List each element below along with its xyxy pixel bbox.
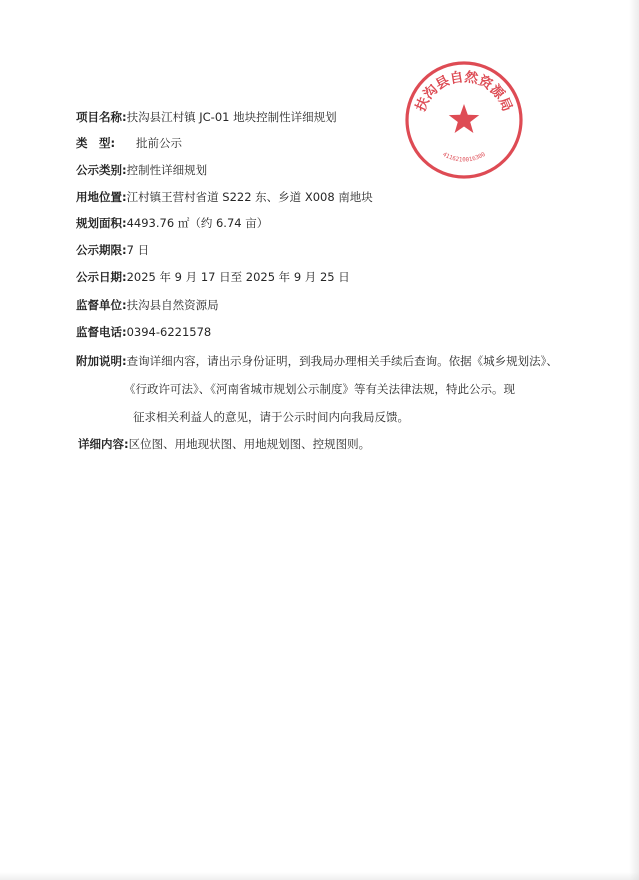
notice-category-value: 控制性详细规划 <box>126 163 208 177</box>
seal-star-icon <box>449 104 479 133</box>
supervising-unit-label: 监督单位: <box>76 298 127 312</box>
supervising-unit-row <box>76 295 596 315</box>
scan-edge-right <box>629 0 639 880</box>
detailed-content-row <box>78 434 598 454</box>
project-name-label: 项目名称: <box>76 110 127 124</box>
seal-code-text: 4116210016300 <box>441 151 487 164</box>
official-seal-stamp <box>402 58 526 182</box>
seal-name-text: 扶沟县自然资源局 <box>412 69 516 114</box>
additional-notes-line1: 查询详细内容，请出示身份证明，到我局办理相关手续后查询。依据《城乡规划法》、 <box>126 354 558 368</box>
additional-notes-label: 附加说明: <box>76 354 127 368</box>
supervising-phone-row <box>76 322 596 342</box>
notice-period-row <box>76 240 596 260</box>
land-location-label: 用地位置: <box>76 190 127 204</box>
detailed-content-label: 详细内容: <box>78 437 129 451</box>
notice-period-label: 公示期限: <box>76 243 127 257</box>
type-value: 批前公示 <box>136 136 182 150</box>
type-label: 类 型: <box>76 136 116 150</box>
notice-period-value: 7 日 <box>126 243 150 257</box>
supervising-phone-value: 0394-6221578 <box>126 325 212 339</box>
notice-dates-row <box>76 267 596 287</box>
planned-area-label: 规划面积: <box>76 216 127 230</box>
project-name-value: 扶沟县江村镇 JC-01 地块控制性详细规划 <box>126 110 337 124</box>
notice-dates-label: 公示日期: <box>76 270 127 284</box>
additional-notes-line2: 《行政许可法》、《河南省城市规划公示制度》等有关法律法规，特此公示。现 <box>124 382 515 396</box>
planned-area-row <box>76 213 596 233</box>
additional-notes-line3: 征求相关利益人的意见，请于公示时间内向我局反馈。 <box>133 410 409 424</box>
land-location-row <box>76 187 596 207</box>
supervising-unit-value: 扶沟县自然资源局 <box>126 298 219 312</box>
scan-edge-bottom <box>0 872 639 880</box>
notice-dates-value: 2025 年 9 月 17 日至 2025 年 9 月 25 日 <box>126 270 350 284</box>
supervising-phone-label: 监督电话: <box>76 325 127 339</box>
additional-notes-row <box>76 351 596 371</box>
land-location-value: 江村镇王营村省道 S222 东、乡道 X008 南地块 <box>126 190 373 204</box>
detailed-content-value: 区位图、用地现状图、用地规划图、控规图则。 <box>128 437 371 451</box>
notice-category-label: 公示类别: <box>76 163 127 177</box>
planned-area-value: 4493.76 ㎡（约 6.74 亩） <box>126 216 269 230</box>
